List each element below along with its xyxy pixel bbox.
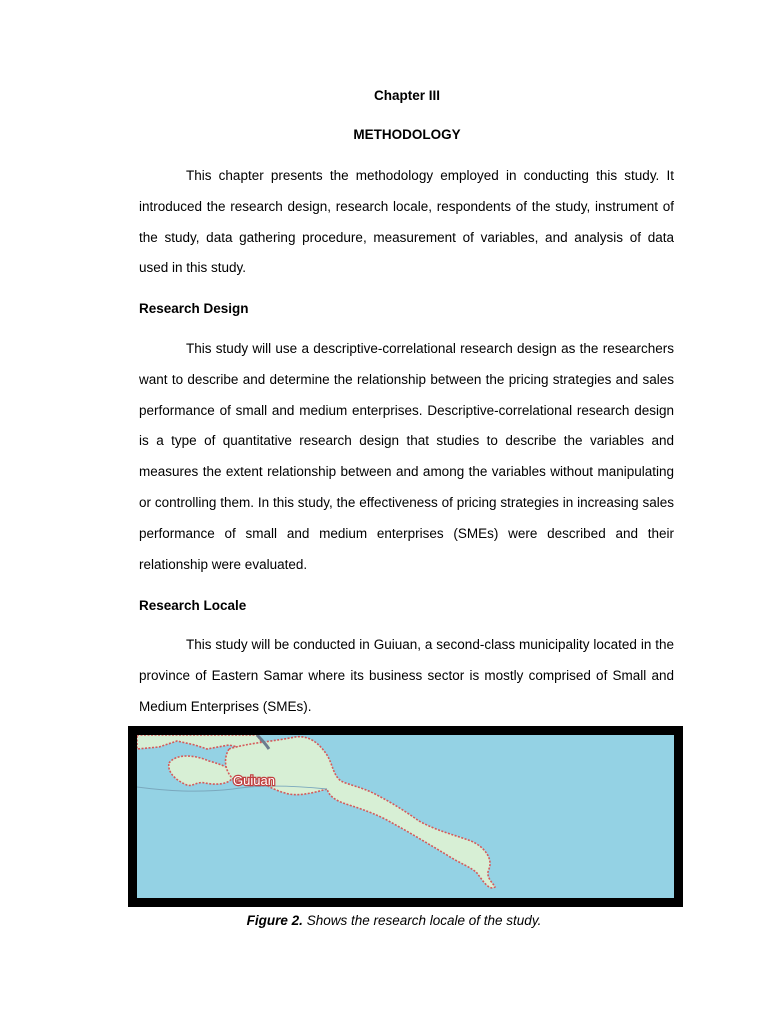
locale-map-figure [128, 726, 683, 907]
research-locale-paragraph [139, 630, 674, 722]
map-place-label: Guiuan [233, 773, 275, 788]
figure-caption [0, 913, 768, 928]
research-design-paragraph [139, 334, 674, 580]
figure-caption-label: Figure 2. [246, 913, 303, 928]
chapter-heading: Chapter III [373, 88, 440, 103]
research-locale-heading: Research Locale [139, 598, 247, 613]
research-locale-paragraph-text: This study will be conducted in Guiuan, a second-class municipality located in the province of Eastern Samar where its business sector is mostly comprised of Small and Medium Enterprises (SMEs). [139, 637, 674, 714]
research-design-heading: Research Design [139, 301, 249, 316]
intro-paragraph-text: This chapter presents the methodology employed in conducting this study. It introduced the research design, research locale, respondents of the study, instrument of the study, data gathering procedure, measurement of variables, and analysis of data used in this study. [139, 168, 674, 276]
figure-caption-text: Shows the research locale of the study. [302, 913, 542, 928]
section-title: METHODOLOGY [353, 127, 461, 142]
research-design-paragraph-text: This study will use a descriptive-correlational research design as the researchers want to describe and determine the relationship between the pricing strategies and sales performance of small and medium enterprises. Descriptive-correlational research design is a type of quantitative research design that studies to describe the variables and measures the extent relationship between and among the variables without manipulating or controlling them. In this study, the effectiveness of pricing strategies in increasing sales performance of small and medium enterprises (SMEs) were described and their relationship were evaluated. [139, 341, 674, 572]
intro-paragraph [139, 161, 674, 284]
locale-map [137, 735, 674, 898]
